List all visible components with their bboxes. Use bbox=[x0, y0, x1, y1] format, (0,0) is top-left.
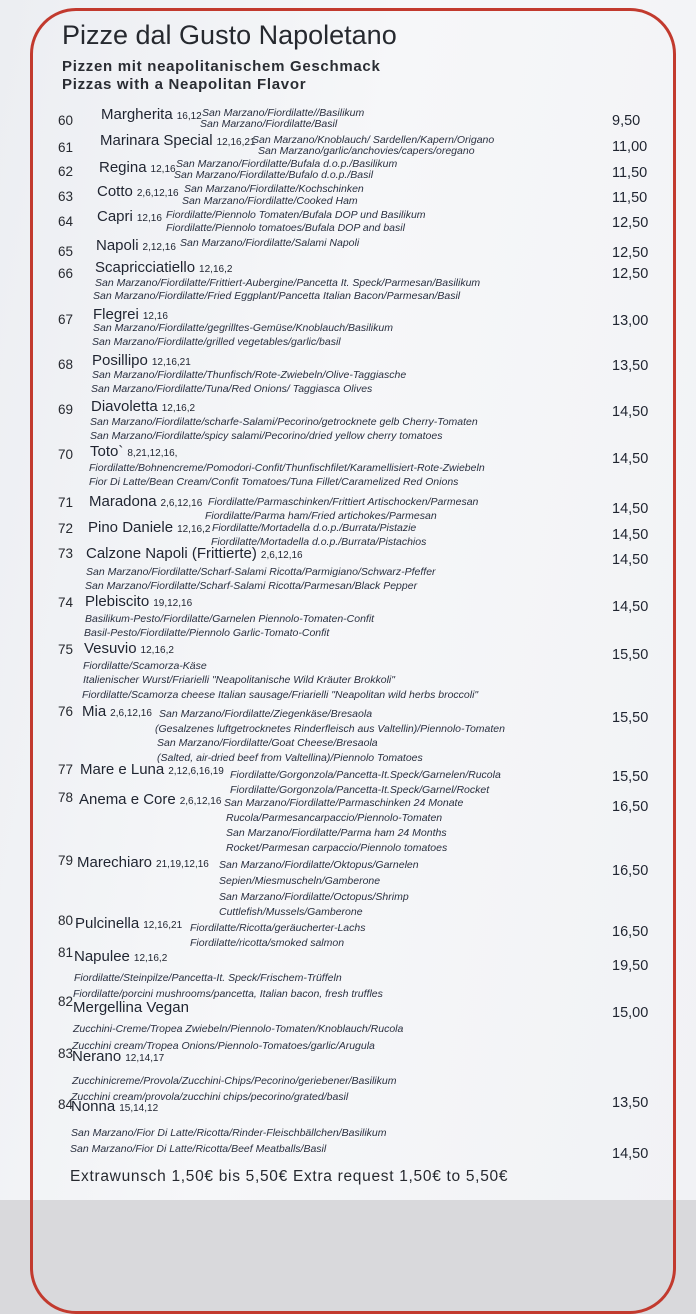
item-desc: San Marzano/Fiordilatte/Parmaschinken 24 Monate bbox=[224, 797, 464, 809]
item-allergens: 21,19,12,16 bbox=[156, 859, 209, 870]
item-name: Margherita 16,12 bbox=[101, 106, 202, 123]
item-desc: San Marzano/Fiordilatte/Goat Cheese/Bresaola bbox=[157, 737, 378, 749]
item-name: Capri 12,16 bbox=[97, 208, 162, 225]
item-name: Vesuvio 12,16,2 bbox=[84, 640, 174, 657]
item-price: 15,50 bbox=[612, 769, 649, 785]
item-name: Toto` 8,21,12,16, bbox=[90, 443, 178, 460]
item-desc: San Marzano/Fiordilatte/Scharf-Salami Ricotta/Parmesan/Black Pepper bbox=[85, 580, 418, 592]
item-price: 14,50 bbox=[612, 552, 649, 568]
item-number: 73 bbox=[58, 546, 74, 561]
item-desc: San Marzano/Fiordilatte/scharfe-Salami/Pecorino/getrocknete gelb Cherry-Tomaten bbox=[90, 416, 478, 428]
item-name: Nerano 12,14,17 bbox=[72, 1048, 165, 1065]
item-desc: San Marzano/Fiordilatte/Cooked Ham bbox=[182, 195, 358, 207]
item-name: Napoli 2,12,16 bbox=[96, 237, 176, 254]
item-name: Posillipo 12,16,21 bbox=[92, 352, 191, 369]
item-number: 81 bbox=[58, 945, 74, 960]
item-desc: San Marzano/Fiordilatte/Basil bbox=[200, 118, 338, 130]
item-allergens: 2,12,16 bbox=[142, 242, 176, 253]
item-allergens: 2,6,12,16 bbox=[179, 796, 222, 807]
item-desc: Zucchini cream/Tropea Onions/Piennolo-Tomatoes/garlic/Arugula bbox=[72, 1040, 375, 1052]
item-number: 62 bbox=[58, 164, 74, 179]
item-desc: San Marzano/Fiordilatte/Parma ham 24 Months bbox=[226, 827, 447, 839]
item-number: 69 bbox=[58, 402, 74, 417]
item-name: Mia 2,6,12,16 bbox=[82, 703, 152, 720]
item-desc: Fiordilatte/Piennolo Tomaten/Bufala DOP und Basilikum bbox=[166, 209, 426, 221]
item-desc: San Marzano/Fiordilatte/spicy salami/Pecorino/dried yellow cherry tomatoes bbox=[90, 430, 443, 442]
item-price: 14,50 bbox=[612, 527, 649, 543]
item-name: Marinara Special 12,16,21 bbox=[100, 132, 256, 149]
item-number: 77 bbox=[58, 762, 74, 777]
item-desc: Fiordilatte/Gorgonzola/Pancetta-It.Speck/Garnelen/Rucola bbox=[230, 769, 501, 781]
item-name: Mergellina Vegan bbox=[73, 999, 189, 1016]
item-desc: San Marzano/Fiordilatte/Oktopus/Garnelen bbox=[219, 859, 419, 871]
item-allergens: 12,16,2 bbox=[177, 524, 211, 535]
item-name: Maradona 2,6,12,16 bbox=[89, 493, 203, 510]
item-desc: Fiordilatte/Scamorza cheese Italian sausage/Friarielli "Neapolitan wild herbs broccoli" bbox=[82, 689, 479, 701]
item-allergens: 12,14,17 bbox=[125, 1053, 165, 1064]
item-desc: San Marzano/Fiordilatte/Kochschinken bbox=[184, 183, 364, 195]
item-number: 71 bbox=[58, 495, 74, 510]
item-price: 15,00 bbox=[612, 1005, 649, 1021]
subtitle-english: Pizzas with a Neapolitan Flavor bbox=[62, 76, 307, 93]
item-price: 15,50 bbox=[612, 647, 649, 663]
item-name: Anema e Core 2,6,12,16 bbox=[79, 791, 222, 808]
item-allergens: 15,14,12 bbox=[119, 1103, 159, 1114]
subtitle-german: Pizzen mit neapolitanischem Geschmack bbox=[62, 58, 381, 75]
item-allergens: 16,12 bbox=[176, 111, 202, 122]
item-price: 11,50 bbox=[612, 165, 648, 181]
item-desc: San Marzano/Fiordilatte/Ziegenkäse/Bresaola bbox=[159, 708, 373, 720]
item-desc: Zucchinicreme/Provola/Zucchini-Chips/Pecorino/geriebener/Basilikum bbox=[72, 1075, 397, 1087]
item-allergens: 12,16 bbox=[136, 213, 162, 224]
item-allergens: 12,16,21 bbox=[151, 357, 191, 368]
item-allergens: 2,6,12,16 bbox=[160, 498, 203, 509]
item-desc: San Marzano/Fior Di Latte/Ricotta/Rinder-Fleischbällchen/Basilikum bbox=[71, 1127, 387, 1139]
item-desc: Cuttlefish/Mussels/Gamberone bbox=[219, 906, 363, 918]
item-name: Cotto 2,6,12,16 bbox=[97, 183, 179, 200]
item-desc: San Marzano/Fiordilatte/grilled vegetables/garlic/basil bbox=[92, 336, 341, 348]
item-price: 14,50 bbox=[612, 404, 649, 420]
item-price: 12,50 bbox=[612, 266, 649, 282]
item-desc: San Marzano/Fior Di Latte/Ricotta/Beef Meatballs/Basil bbox=[70, 1143, 327, 1155]
item-price: 14,50 bbox=[612, 501, 649, 517]
item-number: 76 bbox=[58, 704, 74, 719]
item-name: Pino Daniele 12,16,2 bbox=[88, 519, 211, 536]
item-number: 66 bbox=[58, 266, 74, 281]
item-desc: Rucola/Parmesancarpaccio/Piennolo-Tomaten bbox=[226, 812, 443, 824]
item-number: 83 bbox=[58, 1046, 74, 1061]
item-price: 12,50 bbox=[612, 245, 649, 261]
item-allergens: 8,21,12,16, bbox=[127, 448, 178, 459]
item-desc: Fiordilatte/Scamorza-Käse bbox=[83, 660, 207, 672]
item-price: 13,50 bbox=[612, 1095, 649, 1111]
item-desc: Zucchini cream/provola/zucchini chips/pecorino/grated/basil bbox=[71, 1091, 349, 1103]
item-price: 9,50 bbox=[612, 113, 641, 129]
item-number: 80 bbox=[58, 913, 74, 928]
item-number: 65 bbox=[58, 244, 74, 259]
item-price: 16,50 bbox=[612, 924, 649, 940]
item-price: 12,50 bbox=[612, 215, 649, 231]
item-number: 75 bbox=[58, 642, 74, 657]
item-desc: Fiordilatte/Ricotta/geräucherter-Lachs bbox=[190, 922, 366, 934]
item-number: 84 bbox=[58, 1097, 74, 1112]
item-name: Flegrei 12,16 bbox=[93, 306, 168, 323]
item-number: 60 bbox=[58, 113, 74, 128]
item-allergens: 12,16,2 bbox=[199, 264, 233, 275]
item-desc: Basil-Pesto/Fiordilatte/Piennolo Garlic-Tomato-Confit bbox=[84, 627, 330, 639]
item-desc: San Marzano/Fiordilatte/Bufalo d.o.p./Basil bbox=[174, 169, 374, 181]
item-number: 74 bbox=[58, 595, 74, 610]
item-desc: San Marzano/Fiordilatte//Basilikum bbox=[202, 107, 365, 119]
item-desc: Fiordilatte/Gorgonzola/Pancetta-It.Speck/Garnel/Rocket bbox=[230, 784, 490, 796]
item-name: Pulcinella 12,16,21 bbox=[75, 915, 183, 932]
item-desc: Fiordilatte/Mortadella d.o.p./Burrata/Pistazie bbox=[212, 522, 417, 534]
item-allergens: 2,12,6,16,19 bbox=[168, 766, 224, 777]
item-number: 63 bbox=[58, 189, 74, 204]
item-number: 78 bbox=[58, 790, 74, 805]
item-desc: San Marzano/Fiordilatte/Salami Napoli bbox=[180, 237, 360, 249]
item-price: 16,50 bbox=[612, 799, 649, 815]
item-price: 11,50 bbox=[612, 190, 648, 206]
item-desc: San Marzano/Fiordilatte/Octopus/Shrimp bbox=[219, 891, 409, 903]
item-name: Napulee 12,16,2 bbox=[74, 948, 168, 965]
item-desc: San Marzano/Fiordilatte/Fried Eggplant/Pancetta Italian Bacon/Parmesan/Basil bbox=[93, 290, 461, 302]
item-desc: Sepien/Miesmuscheln/Gamberone bbox=[219, 875, 381, 887]
item-price: 14,50 bbox=[612, 599, 649, 615]
item-desc: Fiordilatte/Parma ham/Fried artichokes/Parmesan bbox=[205, 510, 437, 522]
item-allergens: 2,6,12,16 bbox=[136, 188, 179, 199]
item-number: 67 bbox=[58, 312, 74, 327]
item-name: Marechiaro 21,19,12,16 bbox=[77, 854, 209, 871]
item-number: 68 bbox=[58, 357, 74, 372]
item-name: Plebiscito 19,12,16 bbox=[85, 593, 193, 610]
item-desc: (Salted, air-dried beef from Valtellina)/Piennolo Tomatoes bbox=[157, 752, 423, 764]
item-desc: (Gesalzenes luftgetrocknetes Rinderfleisch aus Valtellin)/Piennolo-Tomaten bbox=[155, 723, 505, 735]
item-desc: Fiordilatte/ricotta/smoked salmon bbox=[190, 937, 345, 949]
item-name: Mare e Luna 2,12,6,16,19 bbox=[80, 761, 224, 778]
item-allergens: 2,6,12,16 bbox=[110, 708, 152, 719]
item-allergens: 12,16,21 bbox=[143, 920, 183, 931]
item-desc: Fiordilatte/porcini mushrooms/pancetta, Italian bacon, fresh truffles bbox=[73, 988, 383, 1000]
menu-title: Pizze dal Gusto Napoletano bbox=[62, 20, 397, 50]
item-desc: San Marzano/Fiordilatte/gegrilltes-Gemüse/Knoblauch/Basilikum bbox=[93, 322, 393, 334]
item-allergens: 12,16,2 bbox=[133, 953, 168, 964]
item-price: 15,50 bbox=[612, 710, 649, 726]
item-allergens: 19,12,16 bbox=[153, 598, 193, 609]
item-allergens: 12,16 bbox=[142, 311, 168, 322]
item-price: 13,00 bbox=[612, 313, 649, 329]
item-price: 11,00 bbox=[612, 139, 648, 155]
item-number: 64 bbox=[58, 214, 74, 229]
item-price: 19,50 bbox=[612, 958, 649, 974]
item-price: 16,50 bbox=[612, 863, 649, 879]
item-name: Regina 12,16 bbox=[99, 159, 176, 176]
item-desc: Basilikum-Pesto/Fiordilatte/Garnelen Piennolo-Tomaten-Confit bbox=[85, 613, 375, 625]
item-allergens: 12,16,2 bbox=[140, 645, 174, 656]
item-allergens: 12,16,2 bbox=[161, 403, 196, 414]
item-desc: Zucchini-Creme/Tropea Zwiebeln/Piennolo-Tomaten/Knoblauch/Rucola bbox=[73, 1023, 404, 1035]
item-desc: San Marzano/Fiordilatte/Scharf-Salami Ricotta/Parmigiano/Schwarz-Pfeffer bbox=[86, 566, 436, 578]
item-number: 70 bbox=[58, 447, 74, 462]
item-name: Nonna 15,14,12 bbox=[71, 1098, 159, 1115]
item-number: 82 bbox=[58, 994, 74, 1009]
item-desc: San Marzano/Fiordilatte/Bufala d.o.p./Basilikum bbox=[176, 158, 398, 170]
item-desc: Fiordilatte/Steinpilze/Pancetta-It. Speck/Frischem-Trüffeln bbox=[74, 972, 342, 984]
item-desc: Fiordilatte/Mortadella d.o.p./Burrata/Pistachios bbox=[211, 536, 427, 548]
item-number: 72 bbox=[58, 521, 74, 536]
item-price: 13,50 bbox=[612, 358, 649, 374]
item-allergens: 2,6,12,16 bbox=[260, 550, 303, 561]
item-price: 14,50 bbox=[612, 451, 649, 467]
item-number: 79 bbox=[58, 853, 74, 868]
item-name: Scapricciatiello 12,16,2 bbox=[95, 259, 233, 276]
item-desc: San Marzano/Knoblauch/ Sardellen/Kapern/Origano bbox=[252, 134, 495, 146]
item-number: 61 bbox=[58, 140, 74, 155]
item-name: Diavoletta 12,16,2 bbox=[91, 398, 196, 415]
item-desc: San Marzano/garlic/anchovies/capers/oregano bbox=[258, 145, 475, 157]
item-name: Calzone Napoli (Frittierte) 2,6,12,16 bbox=[86, 545, 303, 562]
item-price: 14,50 bbox=[612, 1146, 649, 1162]
item-allergens: 12,16 bbox=[150, 164, 176, 175]
item-desc: Fiordilatte/Parmaschinken/Frittiert Artischocken/Parmesan bbox=[208, 496, 479, 508]
item-desc: San Marzano/Fiordilatte/Thunfisch/Rote-Zwiebeln/Olive-Taggiasche bbox=[92, 369, 407, 381]
item-desc: San Marzano/Fiordilatte/Tuna/Red Onions/ Taggiasca Olives bbox=[91, 383, 373, 395]
extra-request-note: Extrawunsch 1,50€ bis 5,50€ Extra request 1,50€ to 5,50€ bbox=[70, 1168, 509, 1185]
item-desc: Fiordilatte/Piennolo tomatoes/Bufala DOP and basil bbox=[166, 222, 405, 234]
item-desc: Italienischer Wurst/Friarielli "Neapolitanische Wild Kräuter Brokkoli" bbox=[83, 674, 395, 686]
item-desc: San Marzano/Fiordilatte/Frittiert-Aubergine/Pancetta It. Speck/Parmesan/Basilikum bbox=[95, 277, 481, 289]
item-desc: Rocket/Parmesan carpaccio/Piennolo tomatoes bbox=[226, 842, 448, 854]
item-allergens: 12,16,21 bbox=[216, 137, 256, 148]
item-desc: Fior Di Latte/Bean Cream/Confit Tomatoes/Tuna Fillet/Caramelized Red Onions bbox=[89, 476, 459, 488]
item-desc: Fiordilatte/Bohnencreme/Pomodori-Confit/Thunfischfilet/Karamellisiert-Rote-Zwiebeln bbox=[89, 462, 485, 474]
